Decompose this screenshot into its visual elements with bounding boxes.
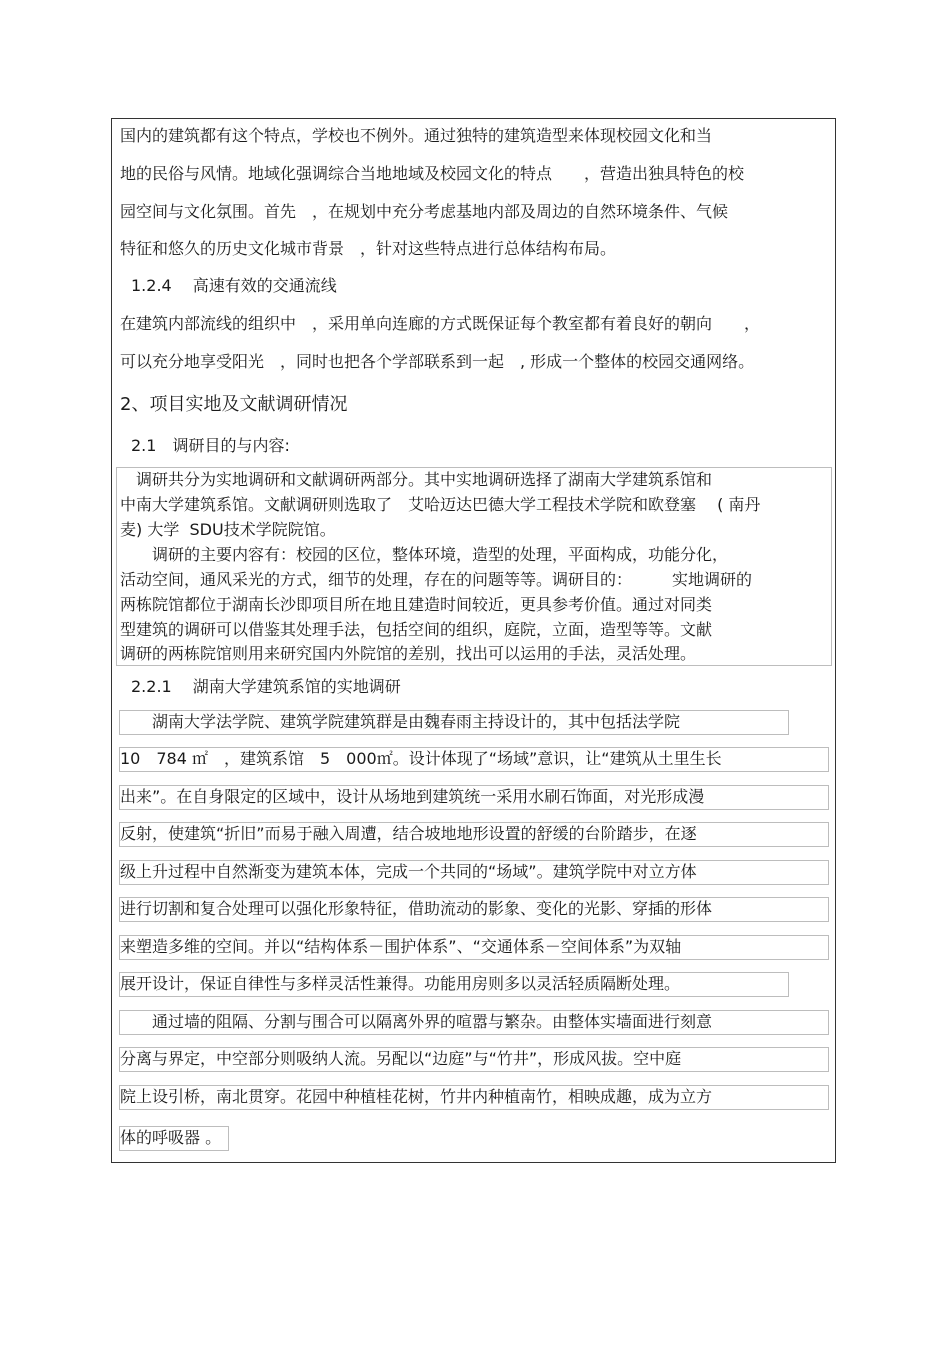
intro-line-1: 国内的建筑都有这个特点，学校也不例外。通过独特的建筑造型来体现校园文化和当 xyxy=(120,126,713,145)
survey-line-7: 型建筑的调研可以借鉴其处理手法，包括空间的组织，庭院，立面，造型等等。文献 xyxy=(120,620,713,639)
heading-2-1: 2.1 调研目的与内容: xyxy=(131,436,290,455)
intro-line-2: 地的民俗与风情。地域化强调综合当地地域及校园文化的特点 ，营造出独具特色的校 xyxy=(120,164,745,183)
survey-line-2: 中南大学建筑系馆。文献调研则选取了 艾哈迈达巴德大学工程技术学院和欧登塞 ( 南丹 xyxy=(120,495,761,514)
hunan-line-9: 通过墙的阻隔、分割与围合可以隔离外界的喧嚣与繁杂。由整体实墙面进行刻意 xyxy=(120,1012,713,1031)
survey-line-1: 调研共分为实地调研和文献调研两部分。其中实地调研选择了湖南大学建筑系馆和 xyxy=(120,470,713,489)
intro-line-4: 特征和悠久的历史文化城市背景 ，针对这些特点进行总体结构布局。 xyxy=(120,239,617,258)
hunan-line-8: 展开设计，保证自律性与多样灵活性兼得。功能用房则多以灵活轻质隔断处理。 xyxy=(120,974,681,993)
hunan-line-12: 体的呼吸器 。 xyxy=(120,1128,222,1147)
hunan-line-2: 10 784 ㎡ ，建筑系馆 5 000㎡。设计体现了“场域”意识，让“建筑从土里生长 xyxy=(120,749,722,768)
heading-1-2-4: 1.2.4 高速有效的交通流线 xyxy=(131,276,337,295)
heading-2-2-1: 2.2.1 湖南大学建筑系馆的实地调研 xyxy=(131,677,401,696)
heading-section-2: 2、项目实地及文献调研情况 xyxy=(120,394,348,415)
hunan-line-5: 级上升过程中自然渐变为建筑本体，完成一个共同的“场域”。建筑学院中对立方体 xyxy=(120,862,697,881)
survey-line-6: 两栋院馆都位于湖南长沙即项目所在地且建造时间较近，更具参考价值。通过对同类 xyxy=(120,595,713,614)
hunan-line-7: 来塑造多维的空间。并以“结构体系－围护体系”、“交通体系－空间体系”为双轴 xyxy=(120,937,682,956)
survey-line-4: 调研的主要内容有：校园的区位，整体环境，造型的处理，平面构成，功能分化， xyxy=(120,545,729,564)
hunan-line-3: 出来”。在自身限定的区域中，设计从场地到建筑统一采用水刷石饰面，对光形成漫 xyxy=(120,787,705,806)
hunan-line-11: 院上设引桥，南北贯穿。花园中种植桂花树，竹井内种植南竹，相映成趣，成为立方 xyxy=(120,1087,713,1106)
survey-line-3: 麦) 大学 SDU技术学院院馆。 xyxy=(120,520,336,539)
hunan-line-6: 进行切割和复合处理可以强化形象特征，借助流动的影象、变化的光影、穿插的形体 xyxy=(120,899,713,918)
traffic-line-2: 可以充分地享受阳光 ，同时也把各个学部联系到一起 , 形成一个整体的校园交通网络。 xyxy=(120,352,755,371)
hunan-line-4: 反射，使建筑“折旧”而易于融入周遭，结合坡地地形设置的舒缓的台阶踏步，在逐 xyxy=(120,824,697,843)
intro-line-3: 园空间与文化氛围。首先 ，在规划中充分考虑基地内部及周边的自然环境条件、气候 xyxy=(120,202,729,221)
hunan-line-10: 分离与界定，中空部分则吸纳人流。另配以“边庭”与“竹井”，形成风拔。空中庭 xyxy=(120,1049,682,1068)
survey-line-8: 调研的两栋院馆则用来研究国内外院馆的差别，找出可以运用的手法，灵活处理。 xyxy=(120,644,697,663)
hunan-line-1: 湖南大学法学院、建筑学院建筑群是由魏春雨主持设计的，其中包括法学院 xyxy=(120,712,681,731)
traffic-line-1: 在建筑内部流线的组织中 ，采用单向连廊的方式既保证每个教室都有着良好的朝向 ， xyxy=(120,314,761,333)
survey-line-5: 活动空间，通风采光的方式，细节的处理，存在的问题等等。调研目的： 实地调研的 xyxy=(120,570,753,589)
